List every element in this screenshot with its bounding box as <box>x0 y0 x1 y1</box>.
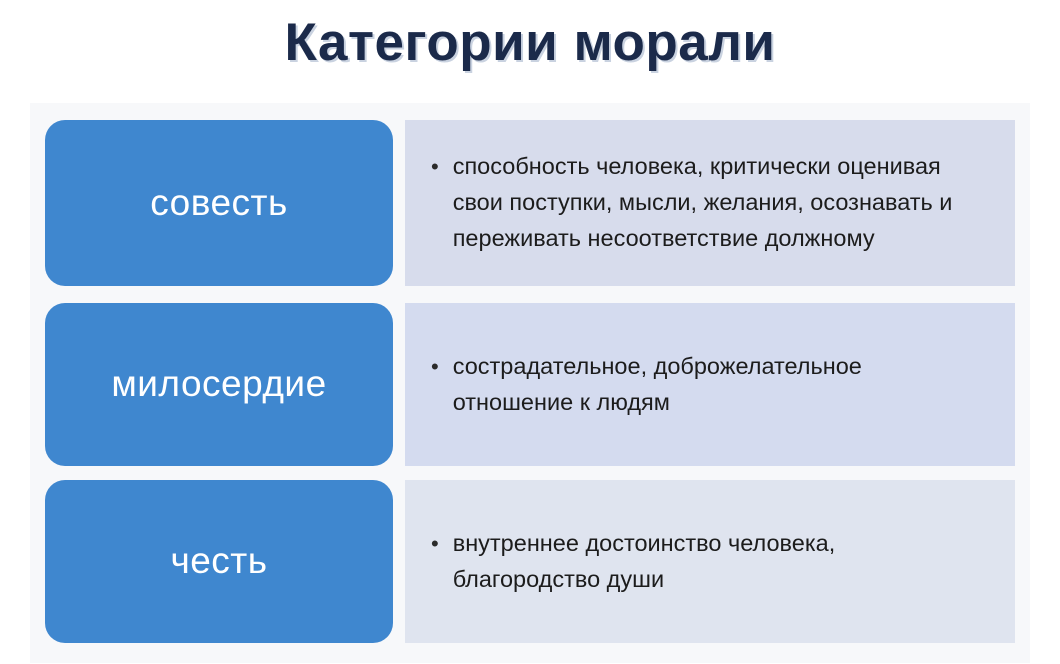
page-title: Категории морали <box>284 13 776 72</box>
term-box-miloserdie <box>45 303 393 466</box>
term-label: милосердие <box>111 363 327 405</box>
definition-text: внутреннее достоинство человека, благородство души <box>452 529 836 592</box>
term-box-chest <box>45 480 393 643</box>
categories-panel <box>30 103 1030 663</box>
definition-box-miloserdie <box>405 303 1015 466</box>
bullet-icon: • <box>431 530 439 556</box>
table-row <box>45 480 1015 643</box>
definition-text: способность человека, критически оценивая свои поступки, мысли, желания, осознавать и переживать несоответствие должному <box>452 153 953 251</box>
bullet-icon: • <box>431 154 439 180</box>
definition-text: сострадательное, доброжелательное отношение к людям <box>452 352 862 415</box>
term-label: совесть <box>150 181 288 223</box>
table-row <box>45 120 1015 286</box>
definition-box-sovest <box>405 120 1015 286</box>
table-row <box>45 303 1015 466</box>
term-box-sovest <box>45 120 393 286</box>
term-label: честь <box>170 540 268 582</box>
bullet-icon: • <box>431 353 439 379</box>
definition-box-chest <box>405 480 1015 643</box>
